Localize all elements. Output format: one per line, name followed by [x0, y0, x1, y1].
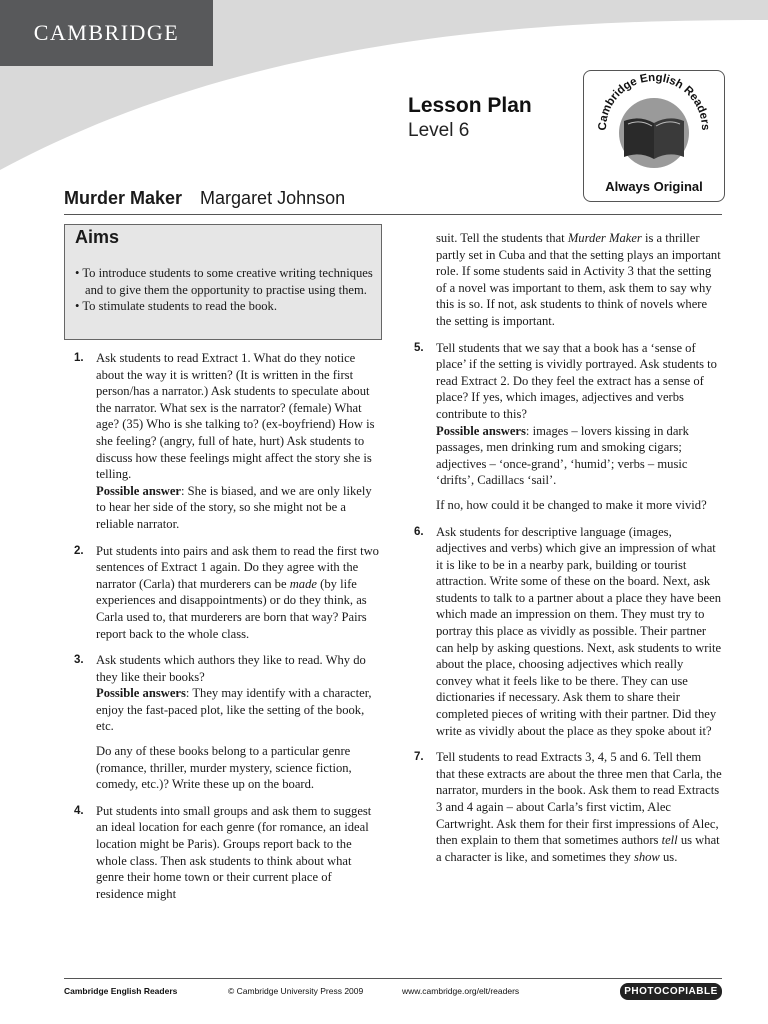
step-text: Do any of these books belong to a particular genre (romance, thriller, murder mystery, science fiction, comedy, etc.)? Write these up on the board.	[96, 744, 352, 792]
footer-series: Cambridge English Readers	[64, 986, 178, 996]
possible-answer: Possible answers: They may identify with a character, enjoy the fast-paced plot, like the setting of the book, etc.	[96, 686, 372, 734]
badge-tagline: Always Original	[605, 179, 703, 194]
page-title: Lesson Plan	[408, 94, 532, 117]
level-label: Level 6	[408, 120, 470, 141]
step-6: 6. Ask students for descriptive language (images, adjectives and verbs) which give an impression of what it is like to be in a nearby park, building or tourist attraction. Write some of these on the board. Next, ask students to talk to a partner about a place they have been which made an impression on them. They must try to portray this place as vividly as possible. Their partner can help by asking questions. Next, ask students to write about the place, choosing adjectives which really convey what it feels like to be there. They can use dictionaries if necessary. Ask them to share their completed pieces of writing with their partner. Did they write as vividly about the place as they spoke about it?	[414, 524, 722, 738]
step-text: suit. Tell the students that Murder Maker is a thriller partly set in Cuba and that the setting plays an important role. If some students said in Activity 3 that the setting of a novel was important to them, ask them to say why this is so. If not, ask students to think of novels where the setting is important.	[436, 231, 721, 328]
step-text: Ask students for descriptive language (images, adjectives and verbs) which give an impression of what it is like to be in a nearby park, building or tourist attraction. Write some of these on the board. Next, ask students to talk to a partner about a place they have been which made an impression on them. They must try to portray this place as vividly as possible. Their partner can help by asking questions. Next, ask students to write about the place, choosing adjectives which really convey what it feels like to be there. They can use dictionaries if necessary. Ask them to share their completed pieces of writing with their partner. Did they write as vividly about the place as they spoke about it?	[436, 524, 722, 738]
possible-answer: Possible answer: She is biased, and we are only likely to hear her side of the story, so she might not be a reliable narrator.	[96, 483, 372, 531]
step-5: 5. Tell students that we say that a book has a ‘sense of place’ if the setting is vividly portrayed. Ask students to read Extract 2. Do they feel the extract has a sense of place? If yes, which images, adjectives and verbs contribute to this? Possible answers: images – lovers kissing in dark passages, men drinking rum and smoking cigars; adjectives – ‘once-grand’, ‘humid’; verbs – music ‘drifts’, Cadillacs ‘sail’. If no, how could it be changed to make it more vivid?	[404, 340, 722, 514]
aims-list	[75, 265, 375, 315]
book-author: Margaret Johnson	[200, 188, 346, 208]
step-text: Tell students to read Extracts 3, 4, 5 and 6. Tell them that these extracts are about the three men that Carla, the narrator, murders in the book. Ask them to read Extracts 3 and 4 again – about Carla’s first victim, Alec Cartwright. Ask them for their first impressions of Alec, then explain to them that sometimes authors tell us what a character is like, and sometimes they show us.	[436, 750, 722, 864]
aims-heading: Aims	[75, 227, 120, 247]
footer-rule	[64, 978, 722, 979]
badge-arc-text: Cambridge English Readers	[596, 71, 712, 131]
step-text: Tell students that we say that a book has a ‘sense of place’ if the setting is vividly portrayed. Ask students to read Extract 2. Do they feel the extract has a sense of place? If yes, which images, adjectives and verbs contribute to this?	[436, 340, 717, 421]
step-text: Ask students which authors they like to read. Why do they like their books?	[96, 653, 366, 684]
footer-url: www.cambridge.org/elt/readers	[402, 986, 520, 996]
right-column	[404, 230, 722, 865]
step-text: Put students into small groups and ask them to suggest an ideal location for each genre (for romance, an ideal location might be Paris). Groups report back to the whole class. Then ask students to think about what genre their home town or their current place of residence might	[96, 803, 372, 901]
left-column	[64, 350, 382, 902]
step-text: If no, how could it be changed to make it more vivid?	[436, 497, 707, 512]
step-text: Put students into pairs and ask them to read the first two sentences of Extract 1 again. Do they agree with the narrator (Carla) that murderers can be made (by life experiences and disappointments) or do they think, as Carla used to, that murderers are born that way? Pairs report back to the whole class.	[96, 543, 379, 641]
book-heading	[64, 188, 345, 209]
title-rule	[64, 214, 722, 215]
readers-badge	[583, 70, 725, 202]
step-3: 3. Ask students which authors they like to read. Why do they like their books? Possible answers: They may identify with a character, enjoy the fast-paced plot, like the setting of the book, etc. Do any of these books belong to a particular genre (romance, thriller, murder mystery, science fiction, comedy, etc.)? Write these up on the board.	[64, 652, 382, 793]
step-4-continued	[404, 230, 722, 330]
aims-item: • To introduce students to some creative writing techniques and to give them the opportunity to practise using them.	[75, 266, 373, 297]
aims-box	[64, 224, 382, 340]
book-title: Murder Maker	[64, 188, 183, 208]
aims-item: • To stimulate students to read the book.	[75, 299, 277, 313]
cambridge-logo	[0, 0, 213, 66]
footer-copyright: © Cambridge University Press 2009	[228, 986, 364, 996]
step-2: 2. Put students into pairs and ask them to read the first two sentences of Extract 1 again. Do they agree with the narrator (Carla) that murderers can be made (by life experiences and disappointments) or do they think, as Carla used to, that murderers are born that way? Pairs report back to the whole class.	[64, 543, 382, 643]
book-icon	[584, 71, 724, 181]
step-4: 4. Put students into small groups and ask them to suggest an ideal location for each genre (for romance, an ideal location might be Paris). Groups report back to the whole class. Then ask students to think about what genre their home town or their current place of residence might	[64, 803, 382, 903]
step-text: Ask students to read Extract 1. What do they notice about the way it is written? (It is written in the first person/has a narrator.) Ask students to speculate about the narrator. What sex is the narrator? (female) What age? (35) Who is she talking to? (ex-boyfriend) How is she feeling? (angry, full of hate, hurt) Ask students to discuss how these feelings might affect the story she is telling.	[96, 351, 375, 482]
photocopiable-badge: PHOTOCOPIABLE	[620, 983, 722, 1000]
step-7: 7. Tell students to read Extracts 3, 4, 5 and 6. Tell them that these extracts are about the three men that Carla, the narrator, murders in the book. Ask them to read Extracts 3 and 4 again – about Carla’s first victim, Alec Cartwright. Ask them for their first impressions of Alec, then explain to them that sometimes authors tell us what a character is like, and sometimes they show us.	[414, 750, 722, 864]
brand-name: CAMBRIDGE	[33, 20, 180, 45]
step-1: 1. Ask students to read Extract 1. What do they notice about the way it is written? (It is written in the first person/has a narrator.) Ask students to speculate about the narrator. What sex is the narrator? (female) What age? (35) Who is she talking to? (ex-boyfriend) How is she feeling? (angry, full of hate, hurt) Ask students to discuss how these feelings might affect the story she is telling. Possible answer: She is biased, and we are only likely to hear her side of the story, so she might not be a reliable narrator.	[64, 350, 382, 533]
possible-answer: Possible answers: images – lovers kissing in dark passages, men drinking rum and smoking cigars; adjectives – ‘once-grand’, ‘humid’; verbs – music ‘drifts’, Cadillacs ‘sail’.	[436, 423, 689, 488]
